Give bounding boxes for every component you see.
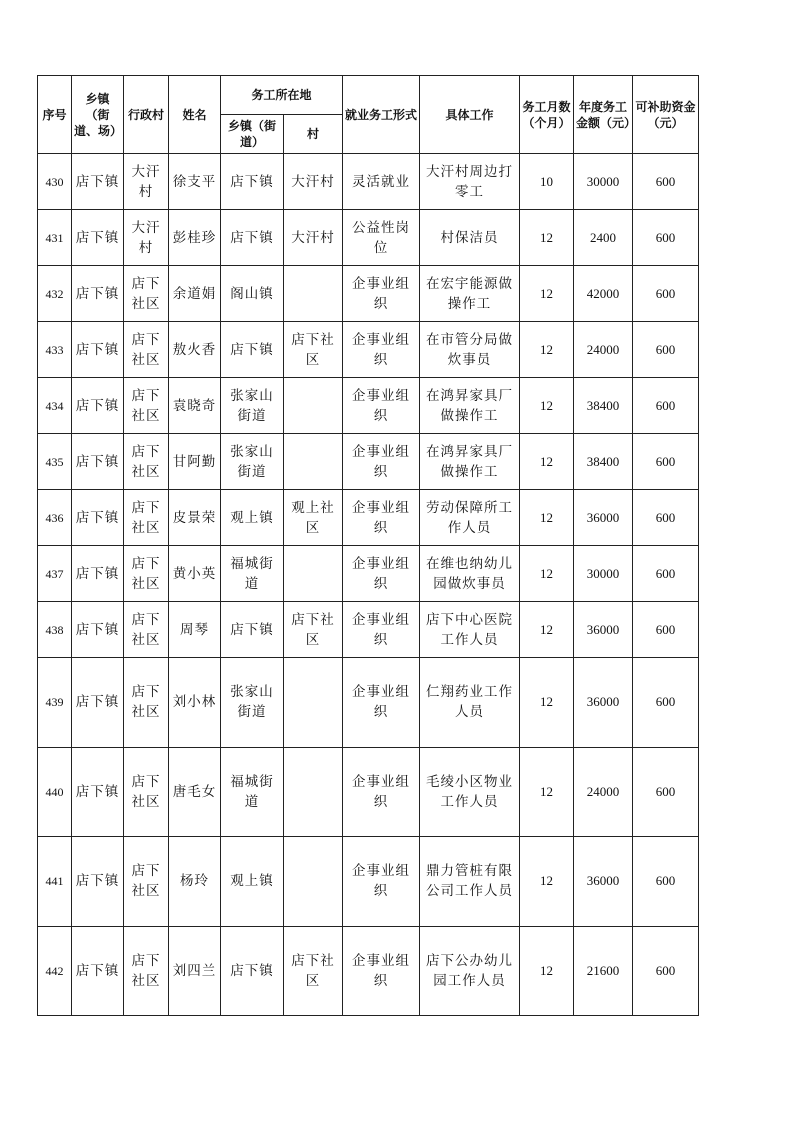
cell-township: 店下镇 bbox=[72, 658, 124, 748]
cell-work-township: 店下镇 bbox=[221, 154, 284, 210]
cell-form: 企事业组织 bbox=[343, 434, 420, 490]
cell-subsidy: 600 bbox=[633, 747, 699, 837]
cell-seq: 432 bbox=[38, 266, 72, 322]
cell-months: 12 bbox=[520, 747, 574, 837]
table-body bbox=[38, 154, 699, 1016]
cell-income: 38400 bbox=[574, 378, 633, 434]
table-header bbox=[38, 76, 699, 154]
cell-name: 唐毛女 bbox=[169, 747, 221, 837]
cell-name: 周琴 bbox=[169, 602, 221, 658]
header-village: 行政村 bbox=[124, 76, 169, 154]
cell-township: 店下镇 bbox=[72, 378, 124, 434]
cell-income: 2400 bbox=[574, 210, 633, 266]
cell-job: 在市管分局做炊事员 bbox=[420, 322, 520, 378]
cell-village: 店下社区 bbox=[124, 658, 169, 748]
cell-job: 在鸿昇家具厂做操作工 bbox=[420, 378, 520, 434]
cell-form: 企事业组织 bbox=[343, 602, 420, 658]
header-work-location: 务工所在地 bbox=[221, 76, 343, 115]
cell-job: 村保洁员 bbox=[420, 210, 520, 266]
cell-form: 企事业组织 bbox=[343, 658, 420, 748]
subsidy-table bbox=[37, 75, 699, 1016]
cell-village: 店下社区 bbox=[124, 266, 169, 322]
cell-seq: 434 bbox=[38, 378, 72, 434]
cell-subsidy: 600 bbox=[633, 926, 699, 1016]
cell-months: 12 bbox=[520, 322, 574, 378]
cell-job: 在宏宇能源做操作工 bbox=[420, 266, 520, 322]
cell-name: 余道娟 bbox=[169, 266, 221, 322]
header-work-village: 村 bbox=[284, 115, 343, 154]
cell-work-township: 店下镇 bbox=[221, 926, 284, 1016]
cell-township: 店下镇 bbox=[72, 266, 124, 322]
cell-seq: 430 bbox=[38, 154, 72, 210]
cell-village: 店下社区 bbox=[124, 747, 169, 837]
cell-income: 24000 bbox=[574, 322, 633, 378]
cell-job: 劳动保障所工作人员 bbox=[420, 490, 520, 546]
cell-subsidy: 600 bbox=[633, 490, 699, 546]
cell-township: 店下镇 bbox=[72, 747, 124, 837]
cell-income: 42000 bbox=[574, 266, 633, 322]
cell-township: 店下镇 bbox=[72, 322, 124, 378]
cell-seq: 433 bbox=[38, 322, 72, 378]
cell-income: 36000 bbox=[574, 837, 633, 927]
table-row bbox=[38, 747, 699, 837]
table-row bbox=[38, 658, 699, 748]
header-job: 具体工作 bbox=[420, 76, 520, 154]
cell-village: 店下社区 bbox=[124, 322, 169, 378]
cell-job: 店下中心医院工作人员 bbox=[420, 602, 520, 658]
cell-work-village bbox=[284, 434, 343, 490]
cell-job: 仁翔药业工作人员 bbox=[420, 658, 520, 748]
cell-form: 企事业组织 bbox=[343, 378, 420, 434]
cell-subsidy: 600 bbox=[633, 546, 699, 602]
header-months: 务工月数（个月） bbox=[520, 76, 574, 154]
cell-name: 刘小林 bbox=[169, 658, 221, 748]
cell-seq: 438 bbox=[38, 602, 72, 658]
cell-months: 12 bbox=[520, 658, 574, 748]
cell-seq: 431 bbox=[38, 210, 72, 266]
cell-village: 店下社区 bbox=[124, 546, 169, 602]
header-name: 姓名 bbox=[169, 76, 221, 154]
table-row bbox=[38, 546, 699, 602]
cell-name: 袁晓奇 bbox=[169, 378, 221, 434]
cell-village: 店下社区 bbox=[124, 837, 169, 927]
cell-subsidy: 600 bbox=[633, 378, 699, 434]
cell-name: 杨玲 bbox=[169, 837, 221, 927]
header-income: 年度务工金额（元） bbox=[574, 76, 633, 154]
cell-village: 店下社区 bbox=[124, 378, 169, 434]
cell-seq: 442 bbox=[38, 926, 72, 1016]
cell-work-village bbox=[284, 546, 343, 602]
table-row bbox=[38, 602, 699, 658]
cell-work-village bbox=[284, 658, 343, 748]
cell-seq: 436 bbox=[38, 490, 72, 546]
cell-income: 30000 bbox=[574, 546, 633, 602]
cell-name: 彭桂珍 bbox=[169, 210, 221, 266]
cell-work-township: 张家山街道 bbox=[221, 378, 284, 434]
cell-months: 12 bbox=[520, 266, 574, 322]
cell-work-township: 观上镇 bbox=[221, 837, 284, 927]
cell-job: 大汗村周边打零工 bbox=[420, 154, 520, 210]
cell-work-village bbox=[284, 378, 343, 434]
cell-job: 店下公办幼儿园工作人员 bbox=[420, 926, 520, 1016]
cell-work-township: 观上镇 bbox=[221, 490, 284, 546]
cell-township: 店下镇 bbox=[72, 837, 124, 927]
header-form: 就业务工形式 bbox=[343, 76, 420, 154]
cell-months: 12 bbox=[520, 210, 574, 266]
cell-income: 36000 bbox=[574, 602, 633, 658]
cell-village: 店下社区 bbox=[124, 490, 169, 546]
cell-work-township: 店下镇 bbox=[221, 322, 284, 378]
cell-work-village: 大汗村 bbox=[284, 154, 343, 210]
cell-seq: 435 bbox=[38, 434, 72, 490]
cell-name: 甘阿勤 bbox=[169, 434, 221, 490]
cell-name: 黄小英 bbox=[169, 546, 221, 602]
cell-work-township: 福城街道 bbox=[221, 546, 284, 602]
cell-form: 企事业组织 bbox=[343, 490, 420, 546]
cell-village: 店下社区 bbox=[124, 434, 169, 490]
cell-subsidy: 600 bbox=[633, 210, 699, 266]
cell-township: 店下镇 bbox=[72, 602, 124, 658]
cell-subsidy: 600 bbox=[633, 322, 699, 378]
cell-months: 12 bbox=[520, 837, 574, 927]
cell-township: 店下镇 bbox=[72, 926, 124, 1016]
cell-work-township: 福城街道 bbox=[221, 747, 284, 837]
cell-income: 24000 bbox=[574, 747, 633, 837]
table-row bbox=[38, 266, 699, 322]
cell-work-village bbox=[284, 747, 343, 837]
cell-township: 店下镇 bbox=[72, 434, 124, 490]
cell-township: 店下镇 bbox=[72, 154, 124, 210]
cell-months: 12 bbox=[520, 434, 574, 490]
cell-work-township: 店下镇 bbox=[221, 602, 284, 658]
cell-income: 36000 bbox=[574, 658, 633, 748]
header-township: 乡镇（街道、场） bbox=[72, 76, 124, 154]
cell-subsidy: 600 bbox=[633, 602, 699, 658]
table-row bbox=[38, 926, 699, 1016]
cell-seq: 440 bbox=[38, 747, 72, 837]
cell-township: 店下镇 bbox=[72, 490, 124, 546]
cell-work-village: 观上社区 bbox=[284, 490, 343, 546]
cell-seq: 441 bbox=[38, 837, 72, 927]
cell-name: 徐支平 bbox=[169, 154, 221, 210]
cell-subsidy: 600 bbox=[633, 154, 699, 210]
cell-subsidy: 600 bbox=[633, 658, 699, 748]
cell-township: 店下镇 bbox=[72, 210, 124, 266]
cell-village: 大汗村 bbox=[124, 210, 169, 266]
cell-months: 12 bbox=[520, 490, 574, 546]
cell-seq: 437 bbox=[38, 546, 72, 602]
table-row bbox=[38, 378, 699, 434]
header-seq: 序号 bbox=[38, 76, 72, 154]
cell-name: 皮景荣 bbox=[169, 490, 221, 546]
table-row bbox=[38, 837, 699, 927]
table-row bbox=[38, 434, 699, 490]
header-subsidy: 可补助资金（元） bbox=[633, 76, 699, 154]
cell-form: 企事业组织 bbox=[343, 546, 420, 602]
cell-form: 企事业组织 bbox=[343, 266, 420, 322]
table-row bbox=[38, 210, 699, 266]
cell-village: 大汗村 bbox=[124, 154, 169, 210]
cell-name: 刘四兰 bbox=[169, 926, 221, 1016]
cell-work-village: 店下社区 bbox=[284, 602, 343, 658]
cell-subsidy: 600 bbox=[633, 266, 699, 322]
table-row bbox=[38, 490, 699, 546]
header-work-township: 乡镇（街道） bbox=[221, 115, 284, 154]
cell-township: 店下镇 bbox=[72, 546, 124, 602]
cell-income: 36000 bbox=[574, 490, 633, 546]
table-row bbox=[38, 322, 699, 378]
cell-job: 在维也纳幼儿园做炊事员 bbox=[420, 546, 520, 602]
cell-work-township: 张家山街道 bbox=[221, 658, 284, 748]
cell-work-village bbox=[284, 837, 343, 927]
cell-form: 灵活就业 bbox=[343, 154, 420, 210]
cell-months: 12 bbox=[520, 926, 574, 1016]
cell-form: 企事业组织 bbox=[343, 747, 420, 837]
cell-work-village: 大汗村 bbox=[284, 210, 343, 266]
cell-job: 毛绫小区物业工作人员 bbox=[420, 747, 520, 837]
cell-work-township: 阁山镇 bbox=[221, 266, 284, 322]
cell-job: 鼎力管桩有限公司工作人员 bbox=[420, 837, 520, 927]
cell-months: 10 bbox=[520, 154, 574, 210]
cell-months: 12 bbox=[520, 378, 574, 434]
cell-name: 敖火香 bbox=[169, 322, 221, 378]
cell-income: 38400 bbox=[574, 434, 633, 490]
cell-income: 30000 bbox=[574, 154, 633, 210]
cell-village: 店下社区 bbox=[124, 926, 169, 1016]
cell-form: 企事业组织 bbox=[343, 322, 420, 378]
cell-work-township: 店下镇 bbox=[221, 210, 284, 266]
cell-months: 12 bbox=[520, 602, 574, 658]
cell-form: 公益性岗位 bbox=[343, 210, 420, 266]
cell-months: 12 bbox=[520, 546, 574, 602]
cell-form: 企事业组织 bbox=[343, 837, 420, 927]
table-row bbox=[38, 154, 699, 210]
cell-work-village bbox=[284, 266, 343, 322]
cell-work-village: 店下社区 bbox=[284, 322, 343, 378]
cell-form: 企事业组织 bbox=[343, 926, 420, 1016]
cell-work-village: 店下社区 bbox=[284, 926, 343, 1016]
cell-work-township: 张家山街道 bbox=[221, 434, 284, 490]
cell-job: 在鸿昇家具厂做操作工 bbox=[420, 434, 520, 490]
cell-income: 21600 bbox=[574, 926, 633, 1016]
cell-subsidy: 600 bbox=[633, 434, 699, 490]
cell-seq: 439 bbox=[38, 658, 72, 748]
cell-subsidy: 600 bbox=[633, 837, 699, 927]
cell-village: 店下社区 bbox=[124, 602, 169, 658]
